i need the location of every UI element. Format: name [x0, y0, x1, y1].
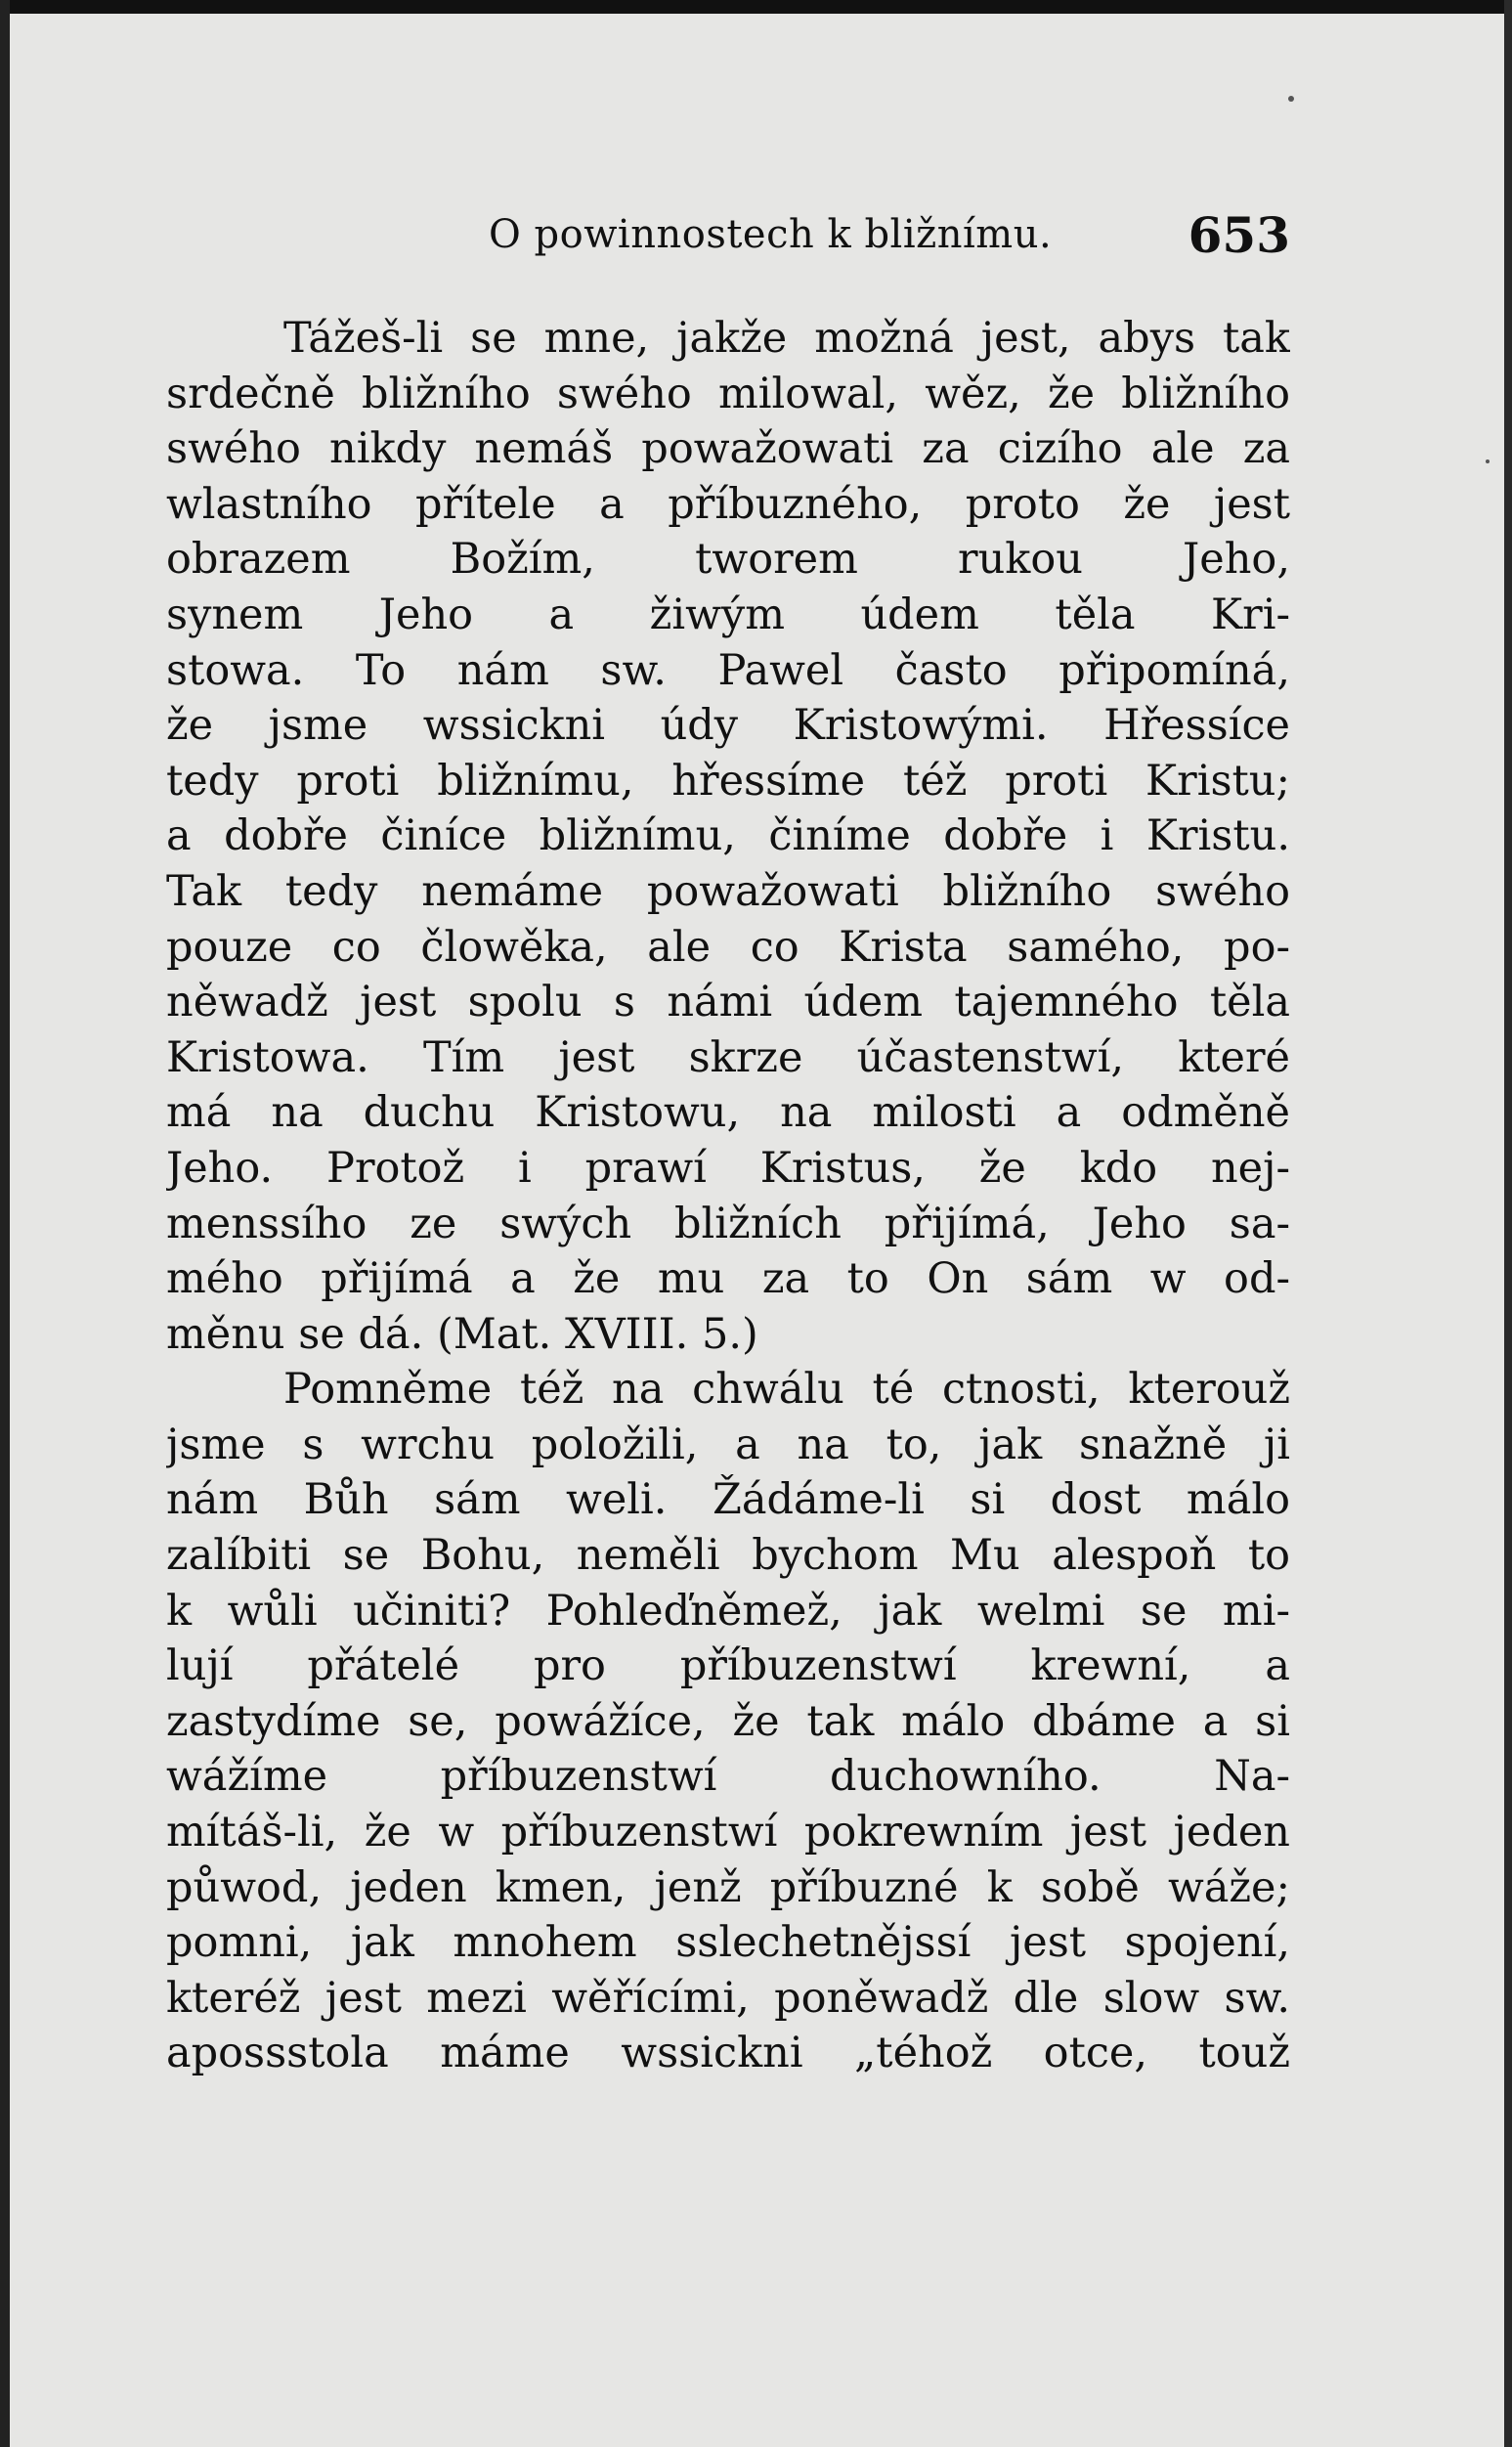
scan-right-edge — [1504, 0, 1512, 2447]
text-line: něwadž jest spolu s námi údem tajemného těla — [166, 978, 1290, 1027]
text-line: stowa. To nám sw. Pawel často připomíná, — [166, 645, 1290, 695]
text-line: wlastního přítele a příbuzného, proto že jest — [166, 479, 1290, 529]
text-line: Tážeš-li se mne, jakže možná jest, abys tak — [283, 314, 1290, 363]
text-line: Kristowa. Tím jest skrze účastenstwí, které — [166, 1032, 1290, 1082]
text-line: pouze co člowěka, ale co Krista samého, po- — [166, 922, 1290, 972]
text-line: zalíbiti se Bohu, neměli bychom Mu alespoň to — [166, 1531, 1290, 1581]
text-line: Jeho. Protož i prawí Kristus, že kdo nej- — [166, 1143, 1290, 1193]
text-line: srdečně bližního swého milowal, wěz, že bližního — [166, 369, 1290, 418]
ink-speck — [1288, 96, 1294, 102]
text-line: apossstola máme wssickni „téhož otce, touž — [166, 2029, 1290, 2078]
running-head — [166, 200, 1290, 269]
text-line: Tak tedy nemáme powažowati bližního swého — [166, 866, 1290, 916]
text-line: zastydíme se, powážíce, že tak málo dbáme a si — [166, 1696, 1290, 1746]
text-line: že jsme wssickni údy Kristowými. Hřessíce — [166, 701, 1290, 751]
text-line: měnu se dá. (Mat. XVIII. 5.) — [166, 1309, 758, 1359]
text-line: jsme s wrchu položili, a na to, jak snažně ji — [166, 1420, 1290, 1469]
body-text — [166, 311, 1290, 2081]
text-line: půwod, jeden kmen, jenž příbuzné k sobě wáže; — [166, 1862, 1290, 1912]
text-line: k wůli učiniti? Pohleďněmež, jak welmi se mi- — [166, 1586, 1290, 1636]
text-line: mého přijímá a že mu za to On sám w od- — [166, 1254, 1290, 1304]
text-line: obrazem Božím, tworem rukou Jeho, — [166, 535, 1290, 585]
text-line: synem Jeho a žiwým údem těla Kri- — [166, 590, 1290, 639]
text-line: pomni, jak mnohem sslechetnějssí jest spojení, — [166, 1918, 1290, 1968]
page-number: 653 — [1188, 206, 1290, 264]
text-line: a dobře činíce bližnímu, činíme dobře i Kristu. — [166, 811, 1290, 861]
text-line: mítáš-li, že w příbuzenstwí pokrewním jest jeden — [166, 1808, 1290, 1857]
scan-left-edge — [0, 0, 10, 2447]
text-line: menssího ze swých bližních přijímá, Jeho sa- — [166, 1199, 1290, 1248]
text-line: tedy proti bližnímu, hřessíme též proti Kristu; — [166, 756, 1290, 806]
text-line: nám Bůh sám weli. Žádáme-li si dost málo — [166, 1475, 1290, 1525]
running-title: O powinnostech k bližnímu. — [489, 212, 1053, 257]
text-line: Pomněme též na chwálu té ctnosti, kterouž — [283, 1365, 1290, 1415]
scan-top-edge — [0, 0, 1512, 14]
ink-speck — [1486, 459, 1490, 463]
text-line: má na duchu Kristowu, na milosti a odměně — [166, 1088, 1290, 1138]
text-line: swého nikdy nemáš powažowati za cizího ale za — [166, 424, 1290, 474]
text-line: wážíme příbuzenstwí duchowního. Na- — [166, 1752, 1290, 1802]
text-line: lují přátelé pro příbuzenstwí krewní, a — [166, 1641, 1290, 1691]
text-line: kteréž jest mezi wěřícími, poněwadž dle slow sw. — [166, 1973, 1290, 2023]
